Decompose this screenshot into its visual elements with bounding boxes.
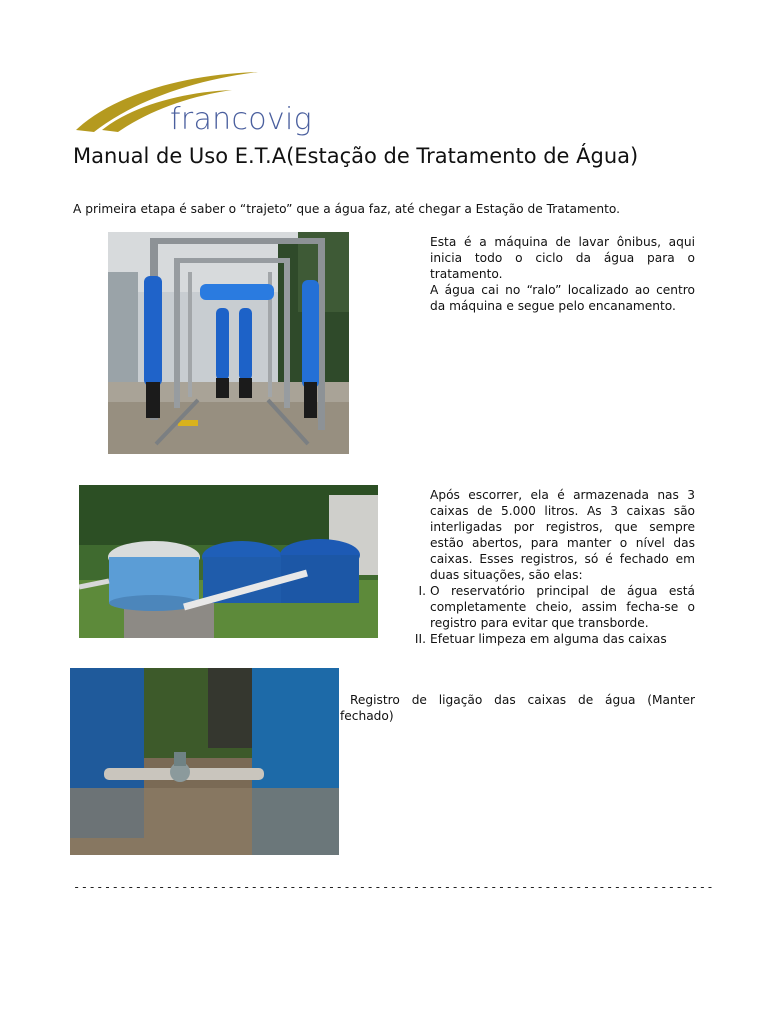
list-item [418,583,695,631]
list-item-number: I. [418,584,426,598]
list-item [414,631,695,647]
section2-list [414,583,695,647]
section2-paragraph: Após escorrer, ela é armazenada nas 3 caixas de 5.000 litros. As 3 caixas são interligadas por registros, que sempre estão abertos, para manter o nível das caixas. Esses registros, só é fechado em duas situações, são elas: [430,488,695,582]
section3-caption [340,692,695,724]
list-item-text: Efetuar limpeza em alguma das caixas [430,632,667,646]
section1-text [430,234,695,314]
intro-text: A primeira etapa é saber o “trajeto” que a água faz, até chegar a Estação de Tratamento. [73,202,620,216]
bus-washing-machine-photo [108,232,349,454]
list-item-number: II. [414,632,426,646]
separator-line: ----------------------------------------------------------------------------------- [73,880,715,894]
section2-text [414,487,695,647]
list-item-text: O reservatório principal de água está completamente cheio, assim fecha-se o registro para evitar que transborde. [430,584,695,630]
logo-wordmark: francovig [170,102,312,137]
water-tanks-photo [79,485,378,638]
section1-line-2: A água cai no “ralo” localizado ao centro da máquina e segue pelo encanamento. [430,283,695,313]
page-title: Manual de Uso E.T.A(Estação de Tratamento de Água) [73,144,639,168]
valve-connection-photo [70,668,339,855]
caption-text: Registro de ligação das caixas de água (Manter fechado) [340,693,695,723]
section1-line-1: Esta é a máquina de lavar ônibus, aqui inicia todo o ciclo da água para o tratamento. [430,235,695,281]
